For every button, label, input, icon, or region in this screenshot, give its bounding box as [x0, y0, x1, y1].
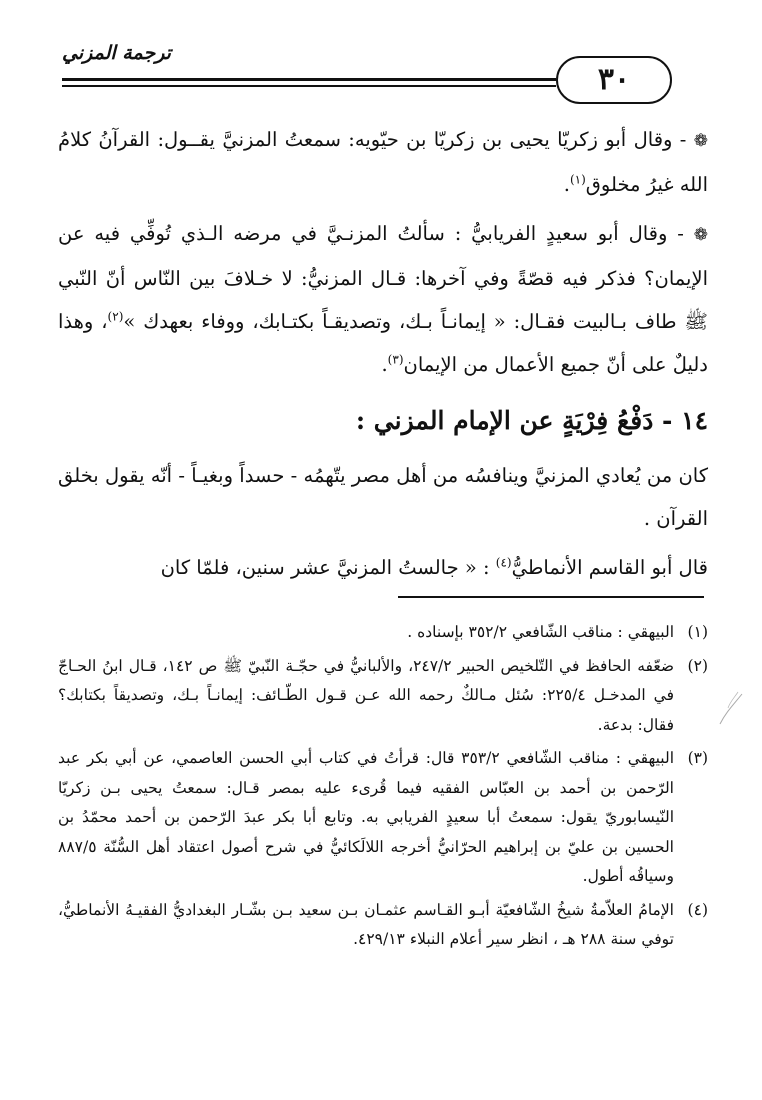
footnote-number: (١)	[687, 623, 708, 641]
section-heading: ١٤ - دَفْعُ فِرْيَةٍ عن الإمام المزني :	[355, 406, 708, 435]
footnote-text: الإمامُ العلاّمةُ شيخُ الشّافعيّة أبـو القـاسم عثمـان بـن سعيد بـن بشّـار البغداديُّ الفقيـهُ الأنماطيُّ، توفي سنة ٢٨٨ هـ ، انظر سير أعلام النبلاء ٤٢٩/١٣.	[58, 900, 674, 948]
header-rule	[62, 78, 556, 81]
footnote-3	[58, 744, 708, 892]
paragraph-text: قال أبو القاسم الأنماطيُّ	[511, 556, 708, 579]
header-rule-secondary	[62, 85, 556, 87]
footnotes	[58, 618, 708, 959]
footnote-4	[58, 896, 708, 955]
footnote-number: (٣)	[687, 749, 709, 767]
footnote-ref[interactable]: (٣)	[387, 352, 404, 367]
paragraph-yahya	[58, 118, 708, 206]
main-text	[58, 118, 708, 595]
paragraph-tail: .	[563, 173, 570, 196]
paragraph-tail: .	[381, 353, 388, 376]
page-number-badge: ٣٠	[556, 56, 672, 104]
paragraph-text: - وقال أبو زكريّا يحيى بن زكريّا بن حيّويه: سمعتُ المزنيَّ يقــول: القرآنُ كلامُ الله غيرُ مخلوق	[58, 128, 708, 196]
footnote-number: (٤)	[687, 900, 708, 919]
flower-ornament-icon: ❁	[693, 225, 708, 245]
footnote-1	[58, 618, 708, 648]
margin-pencil-mark-icon	[716, 690, 746, 730]
footnote-ref[interactable]: (١)	[569, 172, 586, 187]
section-paragraph-2	[58, 546, 708, 589]
paragraph-text-continued: ، وهذا دليلٌ على أنّ جميع الأعمال من الإيمان	[58, 310, 708, 376]
flower-ornament-icon: ❁	[693, 131, 709, 151]
footnote-separator	[398, 596, 704, 598]
paragraph-tail: : « جالستُ المزنيَّ عشر سنين، فلمّا كان	[160, 556, 496, 579]
paragraph-faryabi	[58, 212, 708, 386]
section-paragraph-1: كان من يُعادي المزنيَّ وينافسُه من أهل مصر يتّهمُه - حسداً وبغيـاً - أنّه يقول بخلق القرآن .	[58, 464, 708, 530]
footnote-ref[interactable]: (٤)	[495, 555, 512, 570]
running-header-title: ترجمة المزني	[62, 42, 171, 64]
paragraph-text: - وقال أبو سعيدٍ الفريابيُّ : سألتُ المزنـيَّ في مرضه الـذي تُوفِّي فيه عن الإيمان؟ فذكر فيه قصّةً وفي آخرها: قـال المزنيُّ: لا خـلافَ بين النّاس أنّ النّبي ﷺ طاف بـالبيت فقـال: « إيمانـاً بـك، وتصديقـاً بكتـابك، ووفاء بعهدك »	[58, 222, 708, 333]
footnote-text: ضعّفه الحافظ في التّلخيص الحبير ٢٤٧/٢، والألبانيُّ في حجّـة النّبيّ ﷺ ص ١٤٢، قـال ابنُ الحـاجّ في المدخـل ٢٢٥/٤: سُئل مـالكٌ رحمه الله عـن قـول الطّـائف: إيمانـاً بـك، وتصديقاً بكتابك؟ فقال: بدعة.	[58, 656, 675, 734]
footnote-text: البيهقي : مناقب الشّافعي ٣٥٣/٢ قال: قرأتُ في كتاب أبي الحسن العاصمي، عن أبي بكر عبد الرّحمن بن أحمد بن العبّاس الفقيه فيما قُرىء عليه بمصر قـال: سمعتُ يحيى بـن زكريّا النّيسابوريّ يقول: سمعتُ أبا سعيدٍ الفريابي به. وتابع أبا بكر عبدَ الرّحمن بن أحمد محمّدُ بن الحسين بن عليّ بن إبراهيم الحرّانيُّ أخرجه اللالَكائيُّ في شرح أصول اعتقاد أهل السُّنّة ٨٨٧/٥ وسياقُه أطول.	[58, 749, 675, 885]
footnote-ref[interactable]: (٢)	[107, 309, 124, 324]
footnote-2	[58, 652, 708, 741]
footnote-number: (٢)	[687, 656, 708, 675]
footnote-text: البيهقي : مناقب الشّافعي ٣٥٢/٢ بإسناده .	[407, 623, 674, 641]
